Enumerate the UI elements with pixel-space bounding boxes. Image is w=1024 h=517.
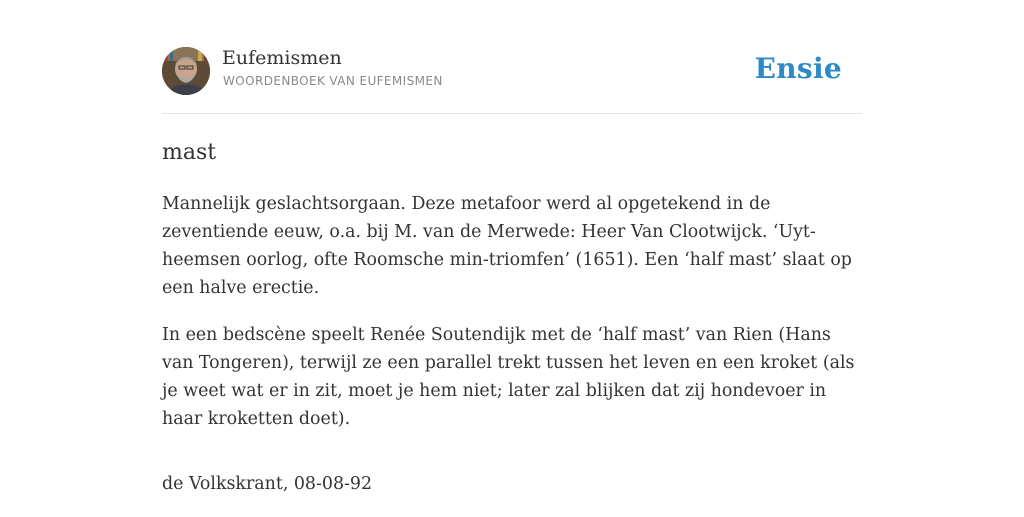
dictionary-subtitle[interactable]: WOORDENBOEK VAN EUFEMISMEN <box>223 74 443 88</box>
definition-paragraph-2: In een bedscène speelt Renée Soutendijk met de ‘half mast’ van Rien (Hans van Tongeren), terwijl ze een parallel trekt tussen het leven en een kroket (als je weet wat er in zit, moet je hem niet; later zal blijken dat zij hondevoer in haar kroketten doet). <box>162 325 855 429</box>
definition-paragraph-1: Mannelijk geslachtsorgaan. Deze metafoor werd al opgetekend in de zeventiende eeuw, o.a. bij M. van de Merwede: Heer Van Clootwijck. ‘Uyt-heemsen oorlog, ofte Roomsche min-triomfen’ (1651). Een ‘half mast’ slaat op een halve erectie. <box>162 194 852 298</box>
brand-logo[interactable]: Ensie <box>754 52 842 85</box>
avatar-portrait-icon <box>162 47 210 95</box>
entry-card <box>162 0 862 494</box>
avatar[interactable] <box>162 47 210 95</box>
author-name[interactable]: Eufemismen <box>222 47 342 69</box>
source-citation: de Volkskrant, 08-08-92 <box>162 474 373 494</box>
entry-body <box>162 190 866 517</box>
header <box>162 0 862 114</box>
entry-term: mast <box>162 140 217 165</box>
